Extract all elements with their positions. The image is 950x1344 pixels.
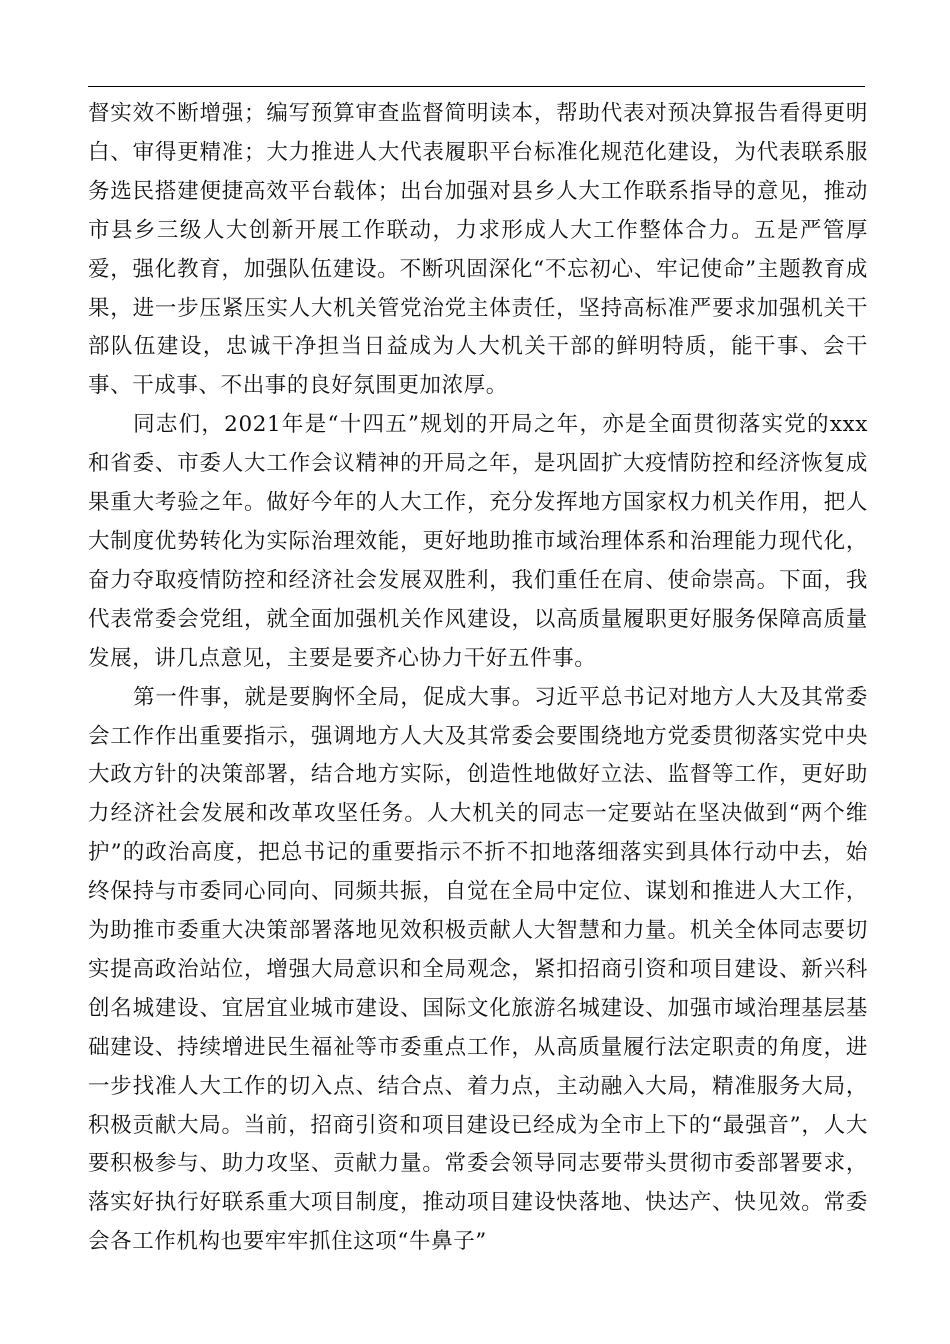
paragraph: 第一件事，就是要胸怀全局，促成大事。习近平总书记对地方人大及其常委会工作作出重要指示，强调地方人大及其常委会要围绕地方党委贯彻落实党中央大政方针的决策部署，结合地方实际，创造性地做好立法、监督等工作，更好助力经济社会发展和改革攻坚任务。人大机关的同志一定要站在坚决做到“两个维护”的政治高度，把总书记的重要指示不折不扣地落细落实到具体行动中去，始终保持与市委同心同向、同频共振，自觉在全局中定位、谋划和推进人大工作，为助推市委重大决策部署落地见效积极贡献人大智慧和力量。机关全体同志要切实提高政治站位，增强大局意识和全局观念，紧扣招商引资和项目建设、新兴科创名城建设、宜居宜业城市建设、国际文化旅游名城建设、加强市域治理基层基础建设、持续增进民生福祉等市委重点工作，从高质量履行法定职责的角度，进一步找准人大工作的切入点、结合点、着力点，主动融入大局，精准服务大局，积极贡献大局。当前，招商引资和项目建设已经成为全市上下的“最强音”，人大要积极参与、助力攻坚、贡献力量。常委会领导同志要带头贯彻市委部署要求，落实好执行好联系重大项目制度，推动项目建设快落地、快达产、快见效。常委会各工作机构也要牢牢抓住这项“牛鼻子” bbox=[88, 684, 868, 1255]
paragraph-continued: 督实效不断增强；编写预算审查监督简明读本，帮助代表对预决算报告看得更明白、审得更精准；大力推进人大代表履职平台标准化规范化建设，为代表联系服务选民搭建便捷高效平台载体；出台加强对县乡人大工作联系指导的意见，推动市县乡三级人大创新开展工作联动，力求形成人大工作整体合力。五是严管厚爱，强化教育，加强队伍建设。不断巩固深化“不忘初心、牢记使命”主题教育成果，进一步压紧压实人大机关管党治党主体责任，坚持高标准严要求加强机关干部队伍建设，忠诚干净担当日益成为人大机关干部的鲜明特质，能干事、会干事、干成事、不出事的良好氛围更加浓厚。 bbox=[88, 101, 868, 399]
paragraph: 同志们，2021年是“十四五”规划的开局之年，亦是全面贯彻落实党的xxx和省委、市委人大工作会议精神的开局之年，是巩固扩大疫情防控和经济恢复成果重大考验之年。做好今年的人大工作，充分发挥地方国家权力机关作用，把人大制度优势转化为实际治理效能，更好地助推市域治理体系和治理能力现代化，奋力夺取疫情防控和经济社会发展双胜利，我们重任在肩、使命崇高。下面，我代表常委会党组，就全面加强机关作风建设，以高质量履职更好服务保障高质量发展，讲几点意见，主要是要齐心协力干好五件事。 bbox=[88, 412, 868, 671]
document-body bbox=[88, 95, 868, 1262]
header-rule bbox=[88, 86, 865, 87]
